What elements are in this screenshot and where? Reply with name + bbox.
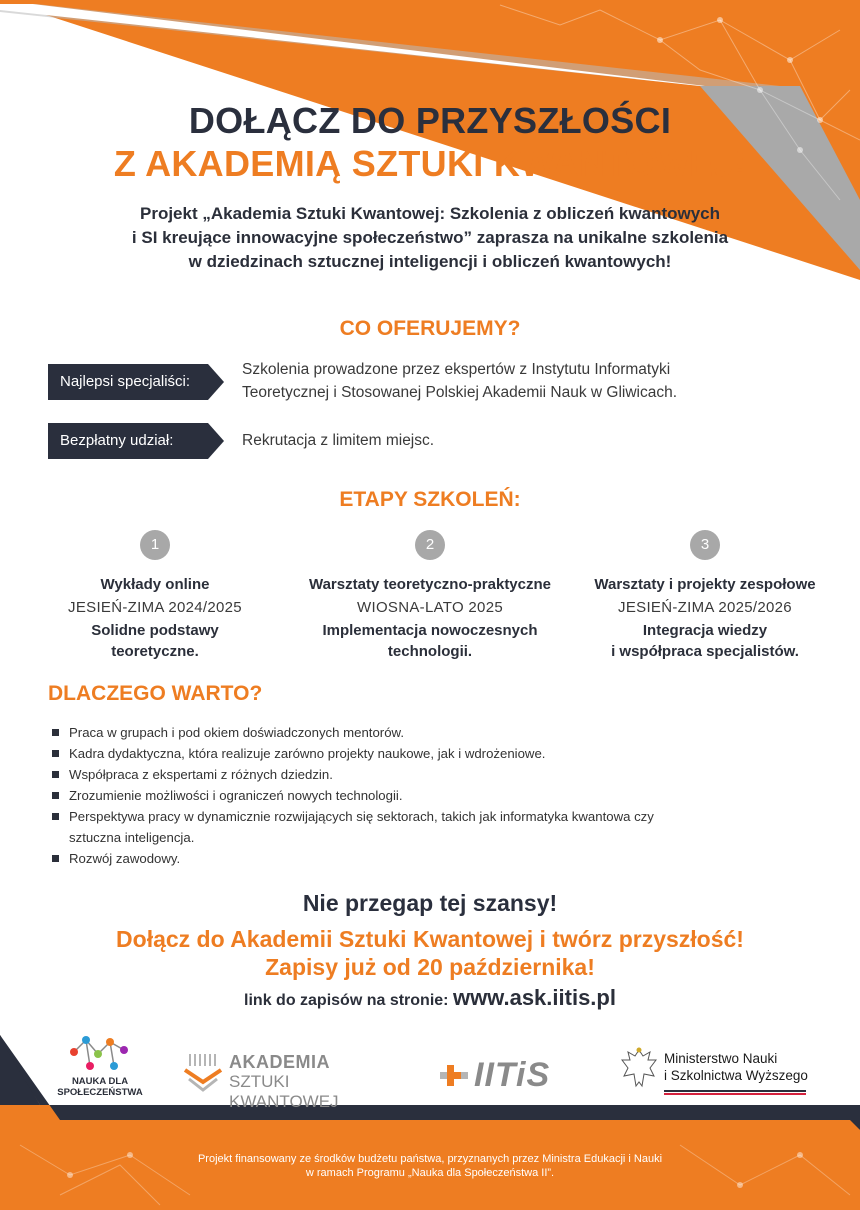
stage-number: 3 (690, 530, 720, 560)
cta-join-line: Dołącz do Akademii Sztuki Kwantowej i twórz przyszłość! (116, 926, 744, 952)
stage-desc: Implementacja nowoczesnych (322, 622, 538, 639)
stage-desc: Solidne podstawy (91, 622, 219, 639)
stage-desc: teoretyczne. (111, 643, 199, 660)
cta-headline: Nie przegap tej szansy! (302, 890, 558, 916)
headline-line1: DOŁĄCZ DO PRZYSZŁOŚCI (188, 100, 672, 141)
stage-number: 2 (415, 530, 445, 560)
divider (664, 1090, 806, 1092)
list-item: Perspektywa pracy w dynamicznie rozwijających się sektorach, takich jak informatyka kwantowa czy sztuczna inteligencja. (52, 806, 669, 848)
stage-title: Warsztaty teoretyczno-praktyczne (308, 576, 551, 593)
cta-join-line: Zapisy już od 20 października! (265, 954, 595, 980)
divider (664, 1093, 806, 1095)
why-list (52, 722, 692, 869)
iitis-logo (440, 1056, 580, 1096)
list-item: Rozwój zawodowy. (52, 848, 692, 869)
signup-link[interactable]: www.ask.iitis.pl (452, 985, 616, 1010)
stage-2 (295, 530, 565, 662)
stage-period: JESIEŃ-ZIMA 2025/2026 (618, 599, 792, 616)
offer-text-line: Rekrutacja z limitem miejsc. (242, 432, 435, 449)
headline-line2: Z AKADEMIĄ SZTUKI KWANTOWEJ! (113, 143, 747, 184)
logo-text: NAUKA DLA (71, 1076, 129, 1087)
offer-text-line: Szkolenia prowadzone przez ekspertów z Instytutu Informatyki (242, 361, 671, 378)
list-item: Współpraca z ekspertami z różnych dziedzin. (52, 764, 692, 785)
list-item: Kadra dydaktyczna, która realizuje zarówno projekty naukowe, jak i wdrożeniowe. (52, 743, 692, 764)
akademia-emblem-icon (183, 1052, 223, 1094)
stage-desc: i współpraca specjalistów. (611, 643, 799, 660)
intro-line: Projekt „Akademia Sztuki Kwantowej: Szkolenia z obliczeń kwantowych (139, 204, 721, 223)
stage-period: JESIEŃ-ZIMA 2024/2025 (68, 599, 242, 616)
offer-tag-label: Najlepsi specjaliści: (60, 373, 191, 390)
list-item: Zrozumienie możliwości i ograniczeń nowych technologii. (52, 785, 692, 806)
stages-title: ETAPY SZKOLEŃ: (339, 488, 521, 511)
list-item: Praca w grupach i pod okiem doświadczonych mentorów. (52, 722, 692, 743)
stage-number: 1 (140, 530, 170, 560)
funding-line: w ramach Programu „Nauka dla Społeczeństwa II”. (305, 1167, 555, 1179)
pixel-plus-icon (440, 1062, 468, 1090)
logo-text: Ministerstwo Nauki (664, 1051, 778, 1066)
logo-text: AKADEMIA (229, 1052, 330, 1072)
why-title: DLACZEGO WARTO? (48, 682, 263, 705)
intro-line: w dziedzinach sztucznej inteligencji i obliczeń kwantowych! (188, 252, 672, 271)
offer-title: CO OFERUJEMY? (339, 317, 521, 340)
offer-tag-label: Bezpłatny udział: (60, 432, 174, 449)
intro-text (100, 202, 760, 274)
signup-link-row (0, 985, 860, 1011)
stage-title: Wykłady online (100, 576, 210, 593)
funding-line: Projekt finansowany ze środków budżetu państwa, przyznanych przez Ministra Edukacji i Nauki (197, 1153, 663, 1165)
stage-period: WIOSNA-LATO 2025 (357, 599, 503, 616)
stage-1 (20, 530, 290, 662)
logo-text: i Szkolnictwa Wyższego (664, 1068, 808, 1083)
offer-text-specialists (242, 358, 677, 404)
akademia-logo (183, 1050, 403, 1111)
cta-join (0, 925, 860, 981)
network-icon (68, 1032, 130, 1072)
signup-link-label: link do zapisów na stronie: (244, 992, 449, 1009)
offer-text-line: Teoretycznej i Stosowanej Polskiej Akademii Nauk w Gliwicach. (242, 384, 678, 401)
funding-note (0, 1152, 860, 1180)
stage-3 (570, 530, 840, 662)
stage-title: Warsztaty i projekty zespołowe (594, 576, 816, 593)
stage-desc: Integracja wiedzy (642, 622, 768, 639)
offer-text-free (242, 429, 434, 452)
logo-text: SZTUKI KWANTOWEJ (229, 1072, 339, 1111)
ministry-logo (620, 1046, 820, 1102)
stage-desc: technologii. (387, 643, 473, 660)
offer-tag-free (48, 423, 224, 459)
nauka-dla-spoleczenstwa-logo (40, 1030, 180, 1100)
eagle-emblem-icon (620, 1046, 658, 1092)
intro-line: i SI kreujące innowacyjne społeczeństwo” zaprasza na unikalne szkolenia (131, 228, 729, 247)
offer-tag-specialists (48, 364, 224, 400)
logo-text: IITiS (474, 1056, 551, 1094)
logo-text: SPOŁECZEŃSTWA (57, 1087, 143, 1098)
